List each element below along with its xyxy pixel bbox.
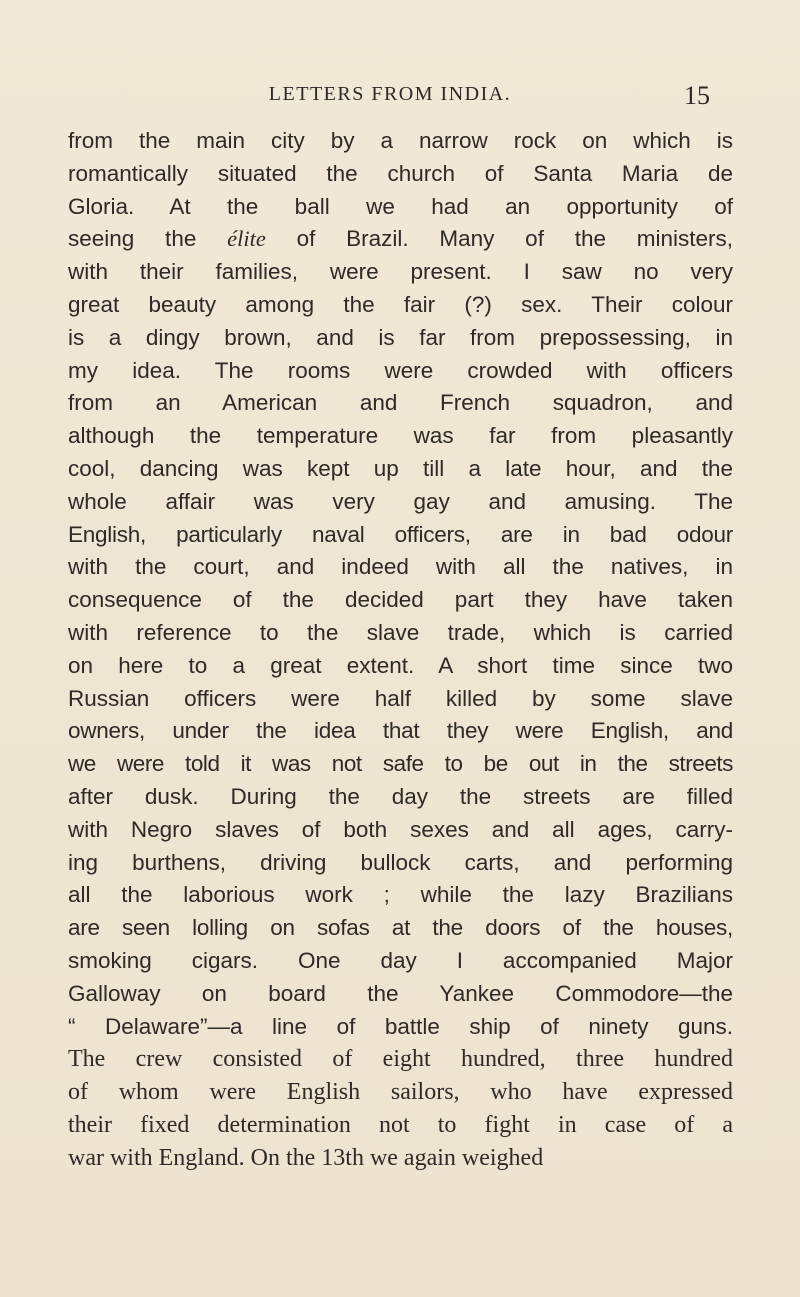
text-line: owners, under the idea that they were English, and (68, 718, 733, 744)
text-line: from the main city by a narrow rock on which is (68, 128, 733, 153)
text-line: my idea. The rooms were crowded with officers (68, 357, 733, 383)
text-line: all the laborious work ; while the lazy Brazilians (68, 882, 733, 908)
italic-word: élite (227, 226, 266, 252)
text-line (68, 223, 733, 256)
text-line: on here to a great extent. A short time since two (68, 652, 733, 678)
text-fragment: of Brazil. Many of the ministers, (265, 226, 733, 252)
body-text (68, 125, 733, 1175)
text-line: war with England. On the 13th we again weighed (68, 1144, 544, 1171)
text-line: from an American and French squadron, and (68, 390, 733, 416)
text-line: ing burthens, driving bullock carts, and performing (68, 849, 733, 875)
text-line: smoking cigars. One day I accompanied Major (68, 947, 733, 973)
text-line: is a dingy brown, and is far from prepossessing, in (68, 324, 733, 350)
text-line: of whom were English sailors, who have expressed (68, 1079, 733, 1106)
text-line: with their families, were present. I saw no very (68, 259, 733, 285)
running-head (0, 83, 800, 113)
text-line: Gloria. At the ball we had an opportunity of (68, 193, 733, 219)
text-line: Galloway on board the Yankee Commodore—the (68, 980, 733, 1006)
text-line: with Negro slaves of both sexes and all ages, carry- (68, 816, 733, 842)
text-line: with reference to the slave trade, which is carried (68, 619, 733, 645)
text-line: consequence of the decided part they have taken (68, 587, 733, 613)
text-line: great beauty among the fair (?) sex. Their colour (68, 291, 733, 317)
text-line: although the temperature was far from pleasantly (68, 423, 733, 449)
text-line: cool, dancing was kept up till a late hour, and the (68, 455, 733, 481)
text-line: are seen lolling on sofas at the doors of the houses, (68, 915, 733, 941)
text-line: after dusk. During the day the streets are filled (68, 783, 733, 809)
text-fragment: seeing the (68, 226, 228, 252)
text-line: with the court, and indeed with all the natives, in (68, 554, 733, 580)
page-number: 15 (684, 81, 710, 110)
text-line: English, particularly naval officers, are in bad odour (68, 521, 733, 547)
text-line: we were told it was not safe to be out in the streets (68, 751, 733, 777)
text-line: whole affair was very gay and amusing. The (68, 488, 733, 514)
running-title: LETTERS FROM INDIA. (268, 83, 512, 105)
text-line: The crew consisted of eight hundred, three hundred (68, 1046, 733, 1073)
text-line: their fixed determination not to fight in case of a (68, 1111, 733, 1138)
text-line: Russian officers were half killed by some slave (68, 685, 733, 711)
text-line: “ Delaware”—a line of battle ship of ninety guns. (68, 1013, 733, 1039)
text-line: romantically situated the church of Santa Maria de (68, 160, 733, 186)
